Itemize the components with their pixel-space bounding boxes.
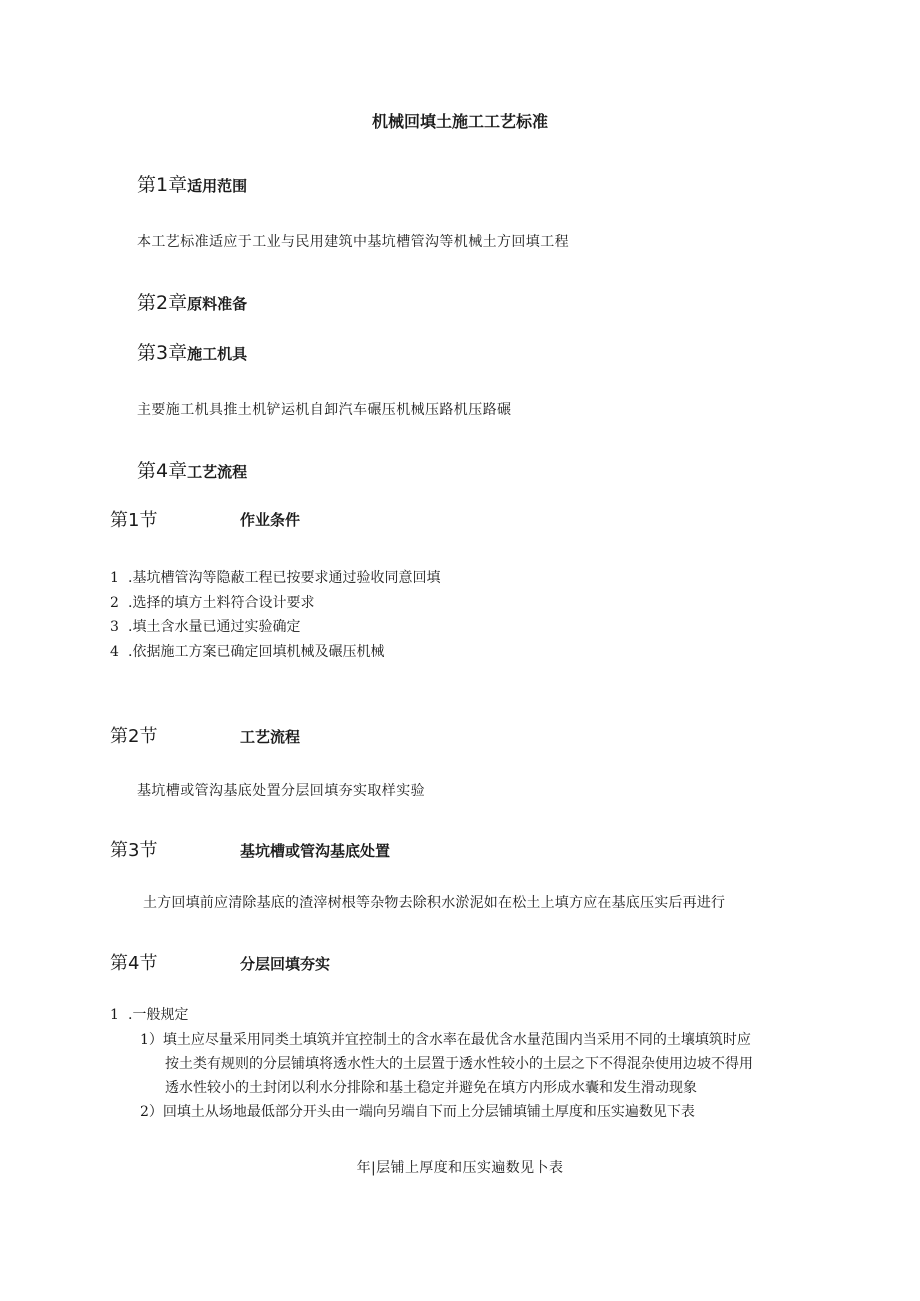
- table-caption: 年|层铺上厚度和压实遍数见卜表: [356, 1160, 564, 1176]
- rule-1-line-1: [140, 1029, 751, 1049]
- list-item-text: .选择的填方土料符合设计要求: [128, 595, 315, 611]
- list-item: [110, 567, 440, 587]
- list-item: [110, 592, 314, 612]
- list-item-text: .基坑槽管沟等隐蔽工程已按要求通过验收同意回填: [128, 570, 441, 586]
- list-item-index: 1: [110, 1007, 119, 1023]
- list-item-index: 2: [110, 595, 119, 611]
- chapter-1-heading: [137, 170, 247, 197]
- chapter-4-heading: [137, 456, 247, 483]
- list-item-index: 3: [110, 619, 119, 635]
- chapter-1-body: 本工艺标准适应于工业与民用建筑中基坑槽管沟等机械土方回填工程: [137, 234, 569, 250]
- chapter-2-number: 第2章: [137, 292, 188, 314]
- rule-1-line-2: 按土类有规则的分层铺填将透水性大的土层置于透水性较小的土层之下不得混杂使用边坡不得用: [165, 1056, 753, 1072]
- section-4-label: 第4节: [110, 953, 158, 974]
- rule-2-text: 回填土从场地最低部分开头由一端向另端自下而上分层铺填铺土厚度和压实遍数见下表: [162, 1104, 695, 1120]
- section-3-title: 基坑槽或管沟基底处置: [240, 842, 391, 860]
- chapter-1-number: 第1章: [137, 174, 188, 196]
- section-2-body: 基坑槽或管沟基底处置分层回填夯实取样实验: [137, 783, 425, 799]
- section-1-title: 作业条件: [240, 511, 301, 529]
- list-item-index: 4: [110, 644, 119, 660]
- section-3-label: 第3节: [110, 840, 158, 861]
- chapter-3-title: 施工机具: [187, 345, 248, 363]
- list-item-index: 1: [110, 570, 119, 586]
- chapter-3-body: 主要施工机具推土机铲运机自卸汽车碾压机械压路机压路碾: [137, 402, 512, 418]
- general-rules-heading: [110, 1004, 188, 1024]
- rule-1-line-3: 透水性较小的土封闭以利水分排除和基土稳定并避免在填方内形成水囊和发生滑动现象: [165, 1080, 697, 1096]
- list-item: [110, 641, 384, 661]
- list-item-text: .依据施工方案已确定回填机械及碾压机械: [128, 644, 385, 660]
- rule-2-index: 2）: [140, 1104, 163, 1120]
- section-4-title: 分层回填夯实: [240, 955, 331, 973]
- document-title: 机械回填土施工工艺标准: [371, 112, 548, 131]
- chapter-4-number: 第4章: [137, 460, 188, 482]
- chapter-3-number: 第3章: [137, 342, 188, 364]
- rule-2-line-1: [140, 1101, 695, 1121]
- list-item-text: .一般规定: [128, 1007, 189, 1023]
- list-item-text: .填土含水量已通过实验确定: [128, 619, 301, 635]
- list-item: [110, 616, 300, 636]
- section-3-body: 土方回填前应清除基底的渣滓树根等杂物去除积水淤泥如在松土上填方应在基底压实后再进行: [143, 895, 726, 911]
- section-2-title: 工艺流程: [240, 728, 301, 746]
- section-2-label: 第2节: [110, 726, 158, 747]
- chapter-3-heading: [137, 338, 247, 365]
- chapter-2-heading: [137, 288, 247, 315]
- chapter-2-title: 原料准备: [187, 295, 248, 313]
- chapter-1-title: 适用范围: [187, 177, 248, 195]
- chapter-4-title: 工艺流程: [187, 463, 248, 481]
- rule-1-text: 填土应尽量采用同类土填筑并宜控制土的含水率在最优含水量范围内当采用不同的土壤填筑时应: [162, 1032, 751, 1048]
- rule-1-index: 1）: [140, 1032, 163, 1048]
- section-1-label: 第1节: [110, 510, 158, 531]
